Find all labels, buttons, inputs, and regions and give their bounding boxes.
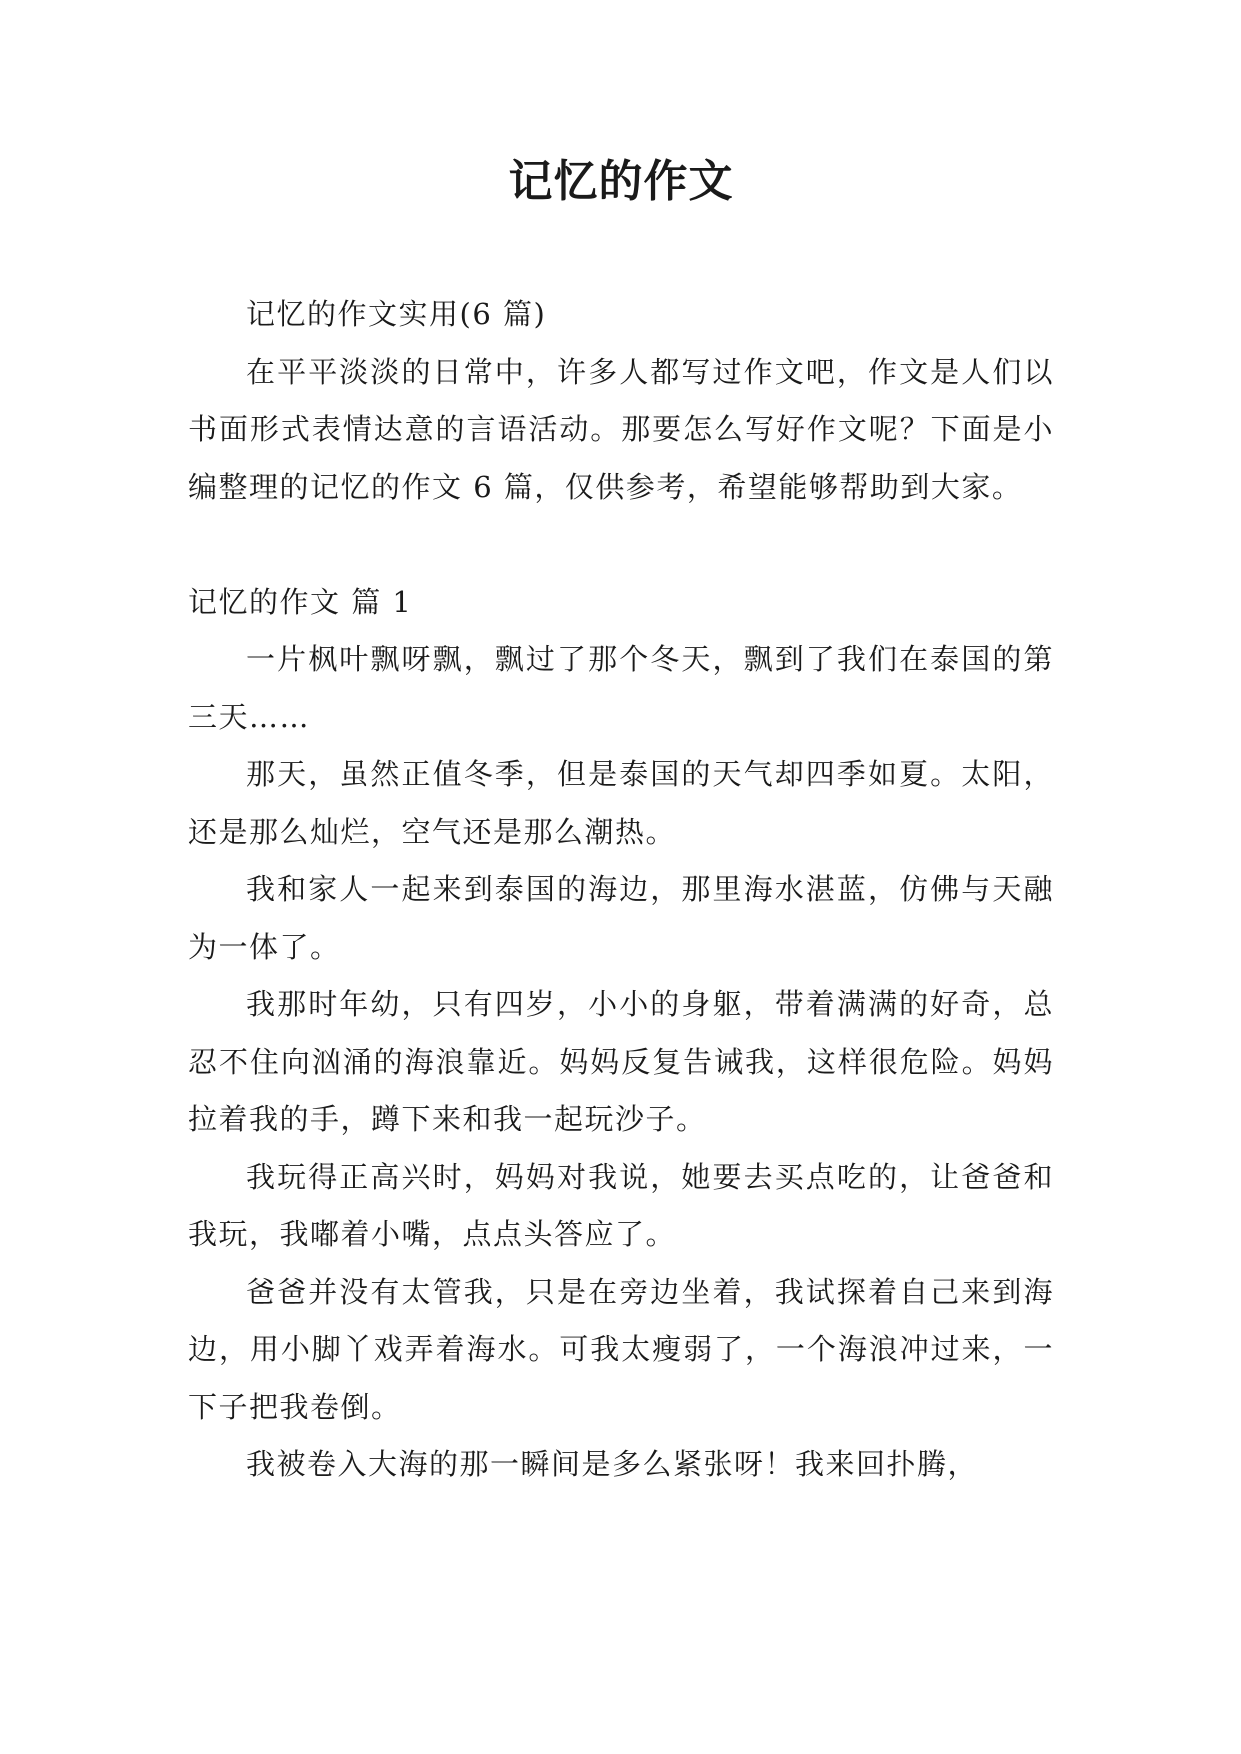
section-heading: 记忆的作文 篇 1 [188, 584, 413, 619]
paragraph-4: 我那时年幼，只有四岁，小小的身躯，带着满满的好奇，总忍不住向汹涌的海浪靠近。妈妈反复告诫我，这样很危险。妈妈拉着我的手，蹲下来和我一起玩沙子。 [188, 987, 1054, 1136]
paragraph-6: 爸爸并没有太管我，只是在旁边坐着，我试探着自己来到海边，用小脚丫戏弄着海水。可我太瘦弱了，一个海浪冲过来，一下子把我卷倒。 [188, 1274, 1054, 1424]
paragraph-5: 我玩得正高兴时，妈妈对我说，她要去买点吃的，让爸爸和我玩，我嘟着小嘴，点点头答应了。 [188, 1159, 1054, 1251]
paragraph-1: 一片枫叶飘呀飘，飘过了那个冬天，飘到了我们在泰国的第三天…… [188, 642, 1054, 734]
intro-paragraph: 在平平淡淡的日常中，许多人都写过作文吧，作文是人们以书面形式表情达意的言语活动。那要怎么写好作文呢？下面是小编整理的记忆的作文 6 篇，仅供参考，希望能够帮助到大家。 [188, 354, 1054, 504]
paragraph-3: 我和家人一起来到泰国的海边，那里海水湛蓝，仿佛与天融为一体了。 [188, 872, 1054, 964]
document-title: 记忆的作文 [508, 156, 734, 207]
document-page [188, 0, 1054, 1754]
paragraph-2: 那天，虽然正值冬季，但是泰国的天气却四季如夏。太阳，还是那么灿烂，空气还是那么潮热。 [188, 757, 1054, 849]
intro-title: 记忆的作文实用(6 篇) [246, 297, 547, 331]
paragraph-7: 我被卷入大海的那一瞬间是多么紧张呀！我来回扑腾， [246, 1447, 979, 1481]
document-body [188, 286, 1054, 1494]
